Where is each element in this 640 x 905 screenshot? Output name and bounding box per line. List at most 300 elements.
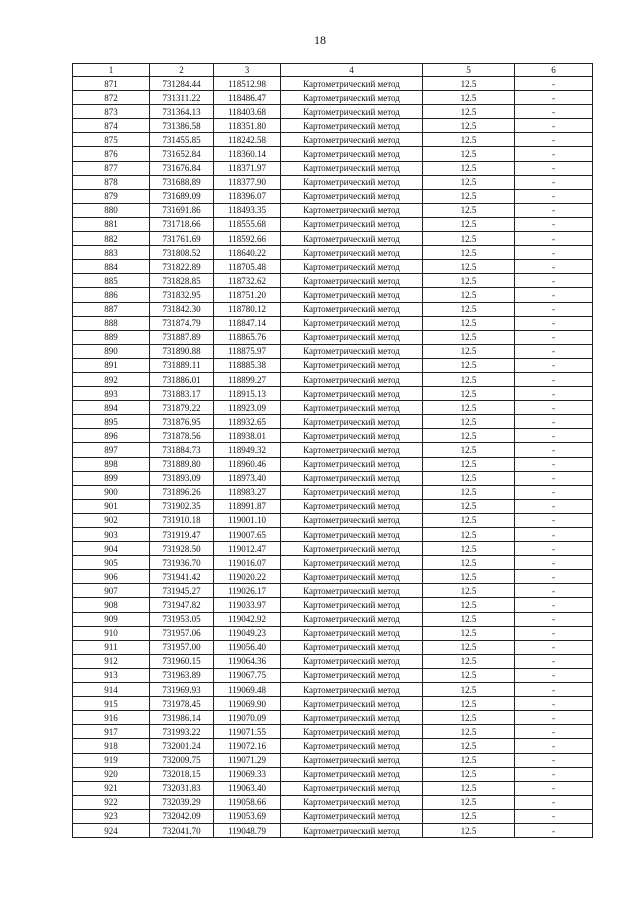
- y-coordinate-cell: 119070.09: [214, 711, 281, 725]
- accuracy-cell: 12.5: [423, 809, 515, 823]
- note-cell: -: [515, 161, 593, 175]
- point-number-cell: 918: [73, 739, 150, 753]
- table-row: [73, 316, 593, 330]
- table-row: [73, 330, 593, 344]
- note-cell: -: [515, 401, 593, 415]
- x-coordinate-cell: 732031.83: [150, 781, 214, 795]
- point-number-cell: 923: [73, 809, 150, 823]
- method-cell: Картометрический метод: [281, 274, 423, 288]
- method-cell: Картометрический метод: [281, 161, 423, 175]
- note-cell: -: [515, 246, 593, 260]
- column-header: 2: [150, 64, 214, 77]
- x-coordinate-cell: 731889.80: [150, 457, 214, 471]
- method-cell: Картометрический метод: [281, 105, 423, 119]
- x-coordinate-cell: 731879.22: [150, 401, 214, 415]
- accuracy-cell: 12.5: [423, 316, 515, 330]
- accuracy-cell: 12.5: [423, 401, 515, 415]
- point-number-cell: 902: [73, 513, 150, 527]
- accuracy-cell: 12.5: [423, 457, 515, 471]
- y-coordinate-cell: 119042.92: [214, 612, 281, 626]
- table-row: [73, 457, 593, 471]
- method-cell: Картометрический метод: [281, 471, 423, 485]
- note-cell: -: [515, 302, 593, 316]
- accuracy-cell: 12.5: [423, 358, 515, 372]
- accuracy-cell: 12.5: [423, 189, 515, 203]
- method-cell: Картометрический метод: [281, 570, 423, 584]
- y-coordinate-cell: 119001.10: [214, 513, 281, 527]
- accuracy-cell: 12.5: [423, 119, 515, 133]
- table-row: [73, 697, 593, 711]
- y-coordinate-cell: 118780.12: [214, 302, 281, 316]
- point-number-cell: 897: [73, 443, 150, 457]
- table-row: [73, 133, 593, 147]
- x-coordinate-cell: 731676.84: [150, 161, 214, 175]
- table-row: [73, 387, 593, 401]
- point-number-cell: 900: [73, 485, 150, 499]
- accuracy-cell: 12.5: [423, 429, 515, 443]
- point-number-cell: 883: [73, 246, 150, 260]
- accuracy-cell: 12.5: [423, 499, 515, 513]
- point-number-cell: 898: [73, 457, 150, 471]
- x-coordinate-cell: 731883.17: [150, 387, 214, 401]
- accuracy-cell: 12.5: [423, 739, 515, 753]
- y-coordinate-cell: 118899.27: [214, 372, 281, 386]
- x-coordinate-cell: 731902.35: [150, 499, 214, 513]
- table-row: [73, 161, 593, 175]
- table-row: [73, 781, 593, 795]
- point-number-cell: 873: [73, 105, 150, 119]
- y-coordinate-cell: 118932.65: [214, 415, 281, 429]
- note-cell: -: [515, 429, 593, 443]
- table-row: [73, 626, 593, 640]
- table-row: [73, 767, 593, 781]
- method-cell: Картометрический метод: [281, 739, 423, 753]
- y-coordinate-cell: 118360.14: [214, 147, 281, 161]
- accuracy-cell: 12.5: [423, 598, 515, 612]
- note-cell: -: [515, 119, 593, 133]
- point-number-cell: 916: [73, 711, 150, 725]
- point-number-cell: 879: [73, 189, 150, 203]
- note-cell: -: [515, 795, 593, 809]
- y-coordinate-cell: 119012.47: [214, 542, 281, 556]
- x-coordinate-cell: 731876.95: [150, 415, 214, 429]
- x-coordinate-cell: 731969.93: [150, 683, 214, 697]
- table-row: [73, 175, 593, 189]
- accuracy-cell: 12.5: [423, 203, 515, 217]
- note-cell: -: [515, 457, 593, 471]
- accuracy-cell: 12.5: [423, 781, 515, 795]
- x-coordinate-cell: 731957.00: [150, 640, 214, 654]
- method-cell: Картометрический метод: [281, 288, 423, 302]
- method-cell: Картометрический метод: [281, 753, 423, 767]
- note-cell: -: [515, 528, 593, 542]
- method-cell: Картометрический метод: [281, 556, 423, 570]
- method-cell: Картометрический метод: [281, 189, 423, 203]
- method-cell: Картометрический метод: [281, 711, 423, 725]
- x-coordinate-cell: 731652.84: [150, 147, 214, 161]
- table-body: [73, 77, 593, 838]
- column-header: 1: [73, 64, 150, 77]
- method-cell: Картометрический метод: [281, 626, 423, 640]
- method-cell: Картометрический метод: [281, 668, 423, 682]
- note-cell: -: [515, 232, 593, 246]
- note-cell: -: [515, 725, 593, 739]
- method-cell: Картометрический метод: [281, 809, 423, 823]
- accuracy-cell: 12.5: [423, 556, 515, 570]
- x-coordinate-cell: 731890.88: [150, 344, 214, 358]
- table-row: [73, 246, 593, 260]
- x-coordinate-cell: 731688.89: [150, 175, 214, 189]
- note-cell: -: [515, 753, 593, 767]
- method-cell: Картометрический метод: [281, 654, 423, 668]
- x-coordinate-cell: 731941.42: [150, 570, 214, 584]
- table-row: [73, 302, 593, 316]
- y-coordinate-cell: 118493.35: [214, 203, 281, 217]
- point-number-cell: 913: [73, 668, 150, 682]
- method-cell: Картометрический метод: [281, 302, 423, 316]
- note-cell: -: [515, 612, 593, 626]
- point-number-cell: 872: [73, 91, 150, 105]
- point-number-cell: 896: [73, 429, 150, 443]
- method-cell: Картометрический метод: [281, 203, 423, 217]
- table-row: [73, 288, 593, 302]
- table-row: [73, 556, 593, 570]
- y-coordinate-cell: 118938.01: [214, 429, 281, 443]
- y-coordinate-cell: 118915.13: [214, 387, 281, 401]
- note-cell: -: [515, 77, 593, 91]
- y-coordinate-cell: 118371.97: [214, 161, 281, 175]
- y-coordinate-cell: 118592.66: [214, 232, 281, 246]
- accuracy-cell: 12.5: [423, 640, 515, 654]
- method-cell: Картометрический метод: [281, 330, 423, 344]
- x-coordinate-cell: 731878.56: [150, 429, 214, 443]
- x-coordinate-cell: 731910.18: [150, 513, 214, 527]
- point-number-cell: 910: [73, 626, 150, 640]
- table-row: [73, 203, 593, 217]
- note-cell: -: [515, 626, 593, 640]
- table-row: [73, 668, 593, 682]
- y-coordinate-cell: 118403.68: [214, 105, 281, 119]
- accuracy-cell: 12.5: [423, 668, 515, 682]
- x-coordinate-cell: 731364.13: [150, 105, 214, 119]
- x-coordinate-cell: 731919.47: [150, 528, 214, 542]
- table-row: [73, 725, 593, 739]
- x-coordinate-cell: 732042.09: [150, 809, 214, 823]
- table-row: [73, 711, 593, 725]
- note-cell: -: [515, 809, 593, 823]
- method-cell: Картометрический метод: [281, 725, 423, 739]
- method-cell: Картометрический метод: [281, 640, 423, 654]
- accuracy-cell: 12.5: [423, 725, 515, 739]
- method-cell: Картометрический метод: [281, 767, 423, 781]
- y-coordinate-cell: 118973.40: [214, 471, 281, 485]
- y-coordinate-cell: 119071.55: [214, 725, 281, 739]
- x-coordinate-cell: 731808.52: [150, 246, 214, 260]
- y-coordinate-cell: 119058.66: [214, 795, 281, 809]
- note-cell: -: [515, 640, 593, 654]
- point-number-cell: 908: [73, 598, 150, 612]
- column-header: 6: [515, 64, 593, 77]
- y-coordinate-cell: 118960.46: [214, 457, 281, 471]
- method-cell: Картометрический метод: [281, 260, 423, 274]
- point-number-cell: 881: [73, 217, 150, 231]
- table-row: [73, 443, 593, 457]
- point-number-cell: 884: [73, 260, 150, 274]
- y-coordinate-cell: 119048.79: [214, 823, 281, 837]
- method-cell: Картометрический метод: [281, 823, 423, 837]
- note-cell: -: [515, 316, 593, 330]
- note-cell: -: [515, 485, 593, 499]
- y-coordinate-cell: 118991.87: [214, 499, 281, 513]
- y-coordinate-cell: 118923.09: [214, 401, 281, 415]
- table-row: [73, 584, 593, 598]
- accuracy-cell: 12.5: [423, 175, 515, 189]
- accuracy-cell: 12.5: [423, 77, 515, 91]
- x-coordinate-cell: 731761.69: [150, 232, 214, 246]
- method-cell: Картометрический метод: [281, 513, 423, 527]
- y-coordinate-cell: 119020.22: [214, 570, 281, 584]
- x-coordinate-cell: 731718.66: [150, 217, 214, 231]
- method-cell: Картометрический метод: [281, 77, 423, 91]
- y-coordinate-cell: 119053.69: [214, 809, 281, 823]
- table-row: [73, 119, 593, 133]
- note-cell: -: [515, 203, 593, 217]
- point-number-cell: 880: [73, 203, 150, 217]
- method-cell: Картометрический метод: [281, 217, 423, 231]
- x-coordinate-cell: 731886.01: [150, 372, 214, 386]
- note-cell: -: [515, 330, 593, 344]
- accuracy-cell: 12.5: [423, 612, 515, 626]
- table-row: [73, 260, 593, 274]
- accuracy-cell: 12.5: [423, 683, 515, 697]
- y-coordinate-cell: 118875.97: [214, 344, 281, 358]
- point-number-cell: 886: [73, 288, 150, 302]
- accuracy-cell: 12.5: [423, 232, 515, 246]
- accuracy-cell: 12.5: [423, 823, 515, 837]
- x-coordinate-cell: 731832.95: [150, 288, 214, 302]
- point-number-cell: 891: [73, 358, 150, 372]
- table-row: [73, 570, 593, 584]
- method-cell: Картометрический метод: [281, 372, 423, 386]
- x-coordinate-cell: 731960.15: [150, 654, 214, 668]
- x-coordinate-cell: 732009.75: [150, 753, 214, 767]
- x-coordinate-cell: 731978.45: [150, 697, 214, 711]
- point-number-cell: 876: [73, 147, 150, 161]
- accuracy-cell: 12.5: [423, 91, 515, 105]
- point-number-cell: 903: [73, 528, 150, 542]
- x-coordinate-cell: 731993.22: [150, 725, 214, 739]
- point-number-cell: 909: [73, 612, 150, 626]
- method-cell: Картометрический метод: [281, 683, 423, 697]
- note-cell: -: [515, 260, 593, 274]
- y-coordinate-cell: 119033.97: [214, 598, 281, 612]
- y-coordinate-cell: 119064.36: [214, 654, 281, 668]
- note-cell: -: [515, 217, 593, 231]
- accuracy-cell: 12.5: [423, 288, 515, 302]
- note-cell: -: [515, 711, 593, 725]
- note-cell: -: [515, 584, 593, 598]
- point-number-cell: 885: [73, 274, 150, 288]
- point-number-cell: 882: [73, 232, 150, 246]
- accuracy-cell: 12.5: [423, 387, 515, 401]
- method-cell: Картометрический метод: [281, 457, 423, 471]
- method-cell: Картометрический метод: [281, 316, 423, 330]
- accuracy-cell: 12.5: [423, 753, 515, 767]
- point-number-cell: 920: [73, 767, 150, 781]
- y-coordinate-cell: 119071.29: [214, 753, 281, 767]
- column-header: 4: [281, 64, 423, 77]
- point-number-cell: 924: [73, 823, 150, 837]
- note-cell: -: [515, 513, 593, 527]
- accuracy-cell: 12.5: [423, 415, 515, 429]
- x-coordinate-cell: 731455.85: [150, 133, 214, 147]
- point-number-cell: 894: [73, 401, 150, 415]
- point-number-cell: 895: [73, 415, 150, 429]
- table-row: [73, 598, 593, 612]
- note-cell: -: [515, 372, 593, 386]
- table-row: [73, 415, 593, 429]
- x-coordinate-cell: 731986.14: [150, 711, 214, 725]
- method-cell: Картометрический метод: [281, 499, 423, 513]
- point-number-cell: 906: [73, 570, 150, 584]
- accuracy-cell: 12.5: [423, 217, 515, 231]
- y-coordinate-cell: 118865.76: [214, 330, 281, 344]
- x-coordinate-cell: 731963.89: [150, 668, 214, 682]
- x-coordinate-cell: 731874.79: [150, 316, 214, 330]
- table-row: [73, 401, 593, 415]
- accuracy-cell: 12.5: [423, 513, 515, 527]
- note-cell: -: [515, 556, 593, 570]
- point-number-cell: 905: [73, 556, 150, 570]
- x-coordinate-cell: 731957.06: [150, 626, 214, 640]
- method-cell: Картометрический метод: [281, 781, 423, 795]
- table-row: [73, 372, 593, 386]
- x-coordinate-cell: 732039.29: [150, 795, 214, 809]
- y-coordinate-cell: 119063.40: [214, 781, 281, 795]
- y-coordinate-cell: 118396.07: [214, 189, 281, 203]
- y-coordinate-cell: 118705.48: [214, 260, 281, 274]
- x-coordinate-cell: 731311.22: [150, 91, 214, 105]
- y-coordinate-cell: 118512.98: [214, 77, 281, 91]
- point-number-cell: 874: [73, 119, 150, 133]
- table-row: [73, 640, 593, 654]
- table-row: [73, 528, 593, 542]
- accuracy-cell: 12.5: [423, 584, 515, 598]
- y-coordinate-cell: 119049.23: [214, 626, 281, 640]
- point-number-cell: 915: [73, 697, 150, 711]
- note-cell: -: [515, 387, 593, 401]
- x-coordinate-cell: 731828.85: [150, 274, 214, 288]
- note-cell: -: [515, 697, 593, 711]
- table-row: [73, 105, 593, 119]
- accuracy-cell: 12.5: [423, 542, 515, 556]
- x-coordinate-cell: 731893.09: [150, 471, 214, 485]
- x-coordinate-cell: 731691.86: [150, 203, 214, 217]
- point-number-cell: 917: [73, 725, 150, 739]
- table-row: [73, 471, 593, 485]
- x-coordinate-cell: 732001.24: [150, 739, 214, 753]
- x-coordinate-cell: 731947.82: [150, 598, 214, 612]
- point-number-cell: 877: [73, 161, 150, 175]
- note-cell: -: [515, 274, 593, 288]
- table-row: [73, 612, 593, 626]
- note-cell: -: [515, 654, 593, 668]
- method-cell: Картометрический метод: [281, 91, 423, 105]
- point-number-cell: 901: [73, 499, 150, 513]
- y-coordinate-cell: 119067.75: [214, 668, 281, 682]
- note-cell: -: [515, 443, 593, 457]
- y-coordinate-cell: 118751.20: [214, 288, 281, 302]
- point-number-cell: 893: [73, 387, 150, 401]
- accuracy-cell: 12.5: [423, 528, 515, 542]
- table-row: [73, 217, 593, 231]
- method-cell: Картометрический метод: [281, 232, 423, 246]
- x-coordinate-cell: 731284.44: [150, 77, 214, 91]
- x-coordinate-cell: 731842.30: [150, 302, 214, 316]
- table-row: [73, 683, 593, 697]
- accuracy-cell: 12.5: [423, 105, 515, 119]
- method-cell: Картометрический метод: [281, 584, 423, 598]
- point-number-cell: 907: [73, 584, 150, 598]
- y-coordinate-cell: 119069.90: [214, 697, 281, 711]
- y-coordinate-cell: 119069.48: [214, 683, 281, 697]
- method-cell: Картометрический метод: [281, 598, 423, 612]
- method-cell: Картометрический метод: [281, 147, 423, 161]
- table-row: [73, 654, 593, 668]
- y-coordinate-cell: 118351.80: [214, 119, 281, 133]
- note-cell: -: [515, 133, 593, 147]
- coordinates-table: [72, 63, 593, 838]
- method-cell: Картометрический метод: [281, 542, 423, 556]
- accuracy-cell: 12.5: [423, 274, 515, 288]
- x-coordinate-cell: 731884.73: [150, 443, 214, 457]
- y-coordinate-cell: 118486.47: [214, 91, 281, 105]
- x-coordinate-cell: 731822.89: [150, 260, 214, 274]
- note-cell: -: [515, 767, 593, 781]
- method-cell: Картометрический метод: [281, 119, 423, 133]
- accuracy-cell: 12.5: [423, 302, 515, 316]
- accuracy-cell: 12.5: [423, 485, 515, 499]
- y-coordinate-cell: 119016.07: [214, 556, 281, 570]
- accuracy-cell: 12.5: [423, 133, 515, 147]
- table-row: [73, 189, 593, 203]
- table-row: [73, 823, 593, 837]
- method-cell: Картометрический метод: [281, 344, 423, 358]
- x-coordinate-cell: 732041.70: [150, 823, 214, 837]
- accuracy-cell: 12.5: [423, 711, 515, 725]
- accuracy-cell: 12.5: [423, 654, 515, 668]
- method-cell: Картометрический метод: [281, 528, 423, 542]
- table-row: [73, 147, 593, 161]
- table-row: [73, 77, 593, 91]
- x-coordinate-cell: 732018.15: [150, 767, 214, 781]
- note-cell: -: [515, 189, 593, 203]
- accuracy-cell: 12.5: [423, 570, 515, 584]
- table-header-row: [73, 64, 593, 77]
- y-coordinate-cell: 118949.32: [214, 443, 281, 457]
- point-number-cell: 889: [73, 330, 150, 344]
- method-cell: Картометрический метод: [281, 387, 423, 401]
- table-row: [73, 739, 593, 753]
- point-number-cell: 875: [73, 133, 150, 147]
- table-row: [73, 795, 593, 809]
- table-row: [73, 344, 593, 358]
- column-header: 3: [214, 64, 281, 77]
- y-coordinate-cell: 118555.68: [214, 217, 281, 231]
- note-cell: -: [515, 358, 593, 372]
- y-coordinate-cell: 118732.62: [214, 274, 281, 288]
- point-number-cell: 888: [73, 316, 150, 330]
